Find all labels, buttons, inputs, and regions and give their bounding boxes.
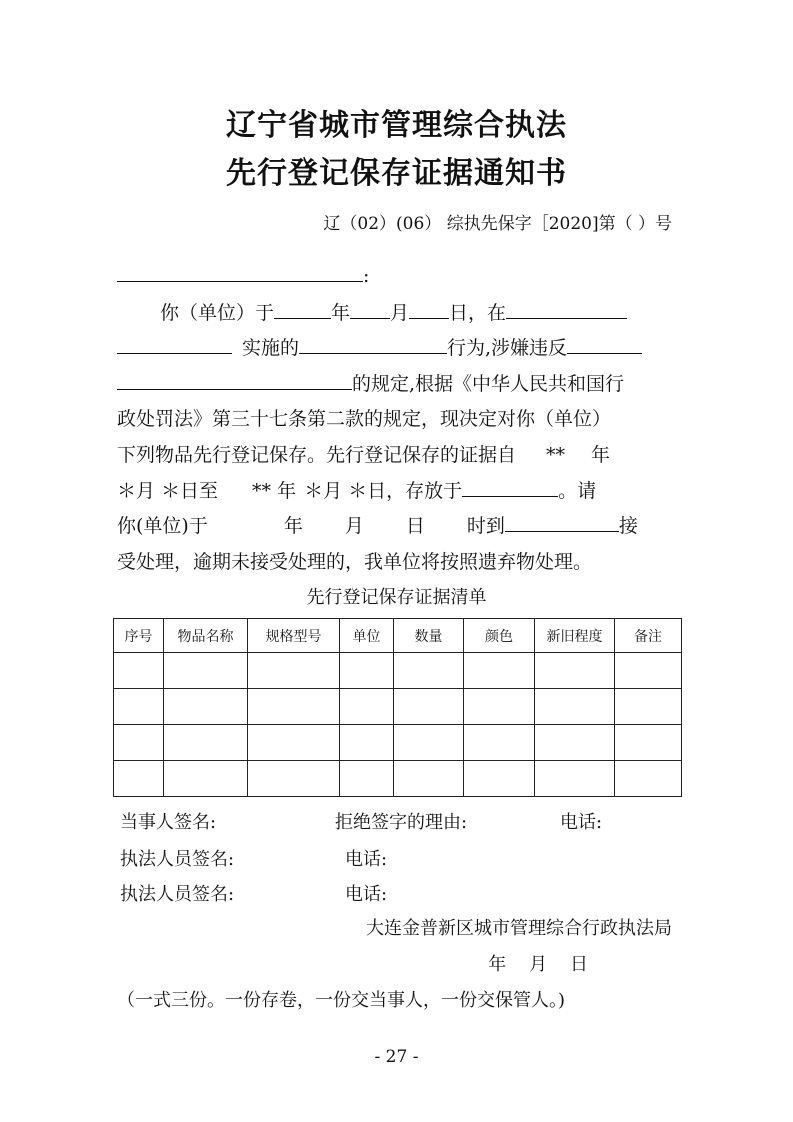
- text: 的规定,根据《中华人民共和国行: [352, 373, 625, 395]
- violation-blank[interactable]: [567, 334, 642, 354]
- location-blank-cont[interactable]: [117, 334, 232, 354]
- body-line-2: [117, 333, 642, 360]
- col-header-item-name: 物品名称: [164, 619, 248, 653]
- table-cell[interactable]: [164, 725, 248, 761]
- list-title: 先行登记保存证据清单: [306, 587, 487, 608]
- table-row: [114, 653, 682, 689]
- text: ＊月: [117, 480, 156, 502]
- col-header-condition: 新旧程度: [535, 619, 615, 653]
- text: ** 年: [252, 480, 297, 502]
- table-row: [114, 689, 682, 725]
- refusal-reason-label: 拒绝签字的理由:: [335, 812, 468, 833]
- table-cell[interactable]: [615, 653, 682, 689]
- party-signature-label: 当事人签名:: [120, 812, 217, 833]
- text: ＊月: [304, 480, 343, 502]
- issue-date: 年 月 日: [488, 954, 588, 975]
- addressee-colon: :: [363, 265, 370, 287]
- table-cell[interactable]: [340, 653, 394, 689]
- copies-note: （一式三份。一份存卷，一份交当事人，一份交保管人。): [117, 990, 566, 1011]
- addressee-blank[interactable]: [117, 262, 363, 282]
- officer1-phone-label: 电话:: [345, 849, 388, 870]
- col-header-color: 颜色: [464, 619, 535, 653]
- officer1-signature-label: 执法人员签名:: [120, 849, 235, 870]
- text: 年: [591, 444, 611, 466]
- table-cell[interactable]: [394, 689, 464, 725]
- table-cell[interactable]: [164, 761, 248, 797]
- addressee-line: [117, 262, 369, 287]
- text: 实施的: [242, 337, 300, 359]
- text: **: [546, 444, 566, 466]
- table-cell[interactable]: [535, 725, 615, 761]
- text: 下列物品先行登记保存。先行登记保存的证据自: [117, 444, 517, 466]
- text: 日: [405, 515, 425, 537]
- table-row: [114, 761, 682, 797]
- table-cell[interactable]: [464, 653, 535, 689]
- table-cell[interactable]: [114, 653, 164, 689]
- issuing-authority: 大连金普新区城市管理综合行政执法局: [366, 918, 672, 939]
- body-line-3: [117, 369, 624, 396]
- day-blank[interactable]: [409, 299, 449, 319]
- col-header-quantity: 数量: [394, 619, 464, 653]
- table-cell[interactable]: [535, 689, 615, 725]
- table-cell[interactable]: [340, 761, 394, 797]
- text: 月: [344, 515, 364, 537]
- regulation-blank[interactable]: [117, 370, 352, 390]
- table-cell[interactable]: [394, 761, 464, 797]
- body-line-6: [117, 476, 596, 503]
- officer2-signature-label: 执法人员签名:: [120, 884, 235, 905]
- table-cell[interactable]: [248, 689, 340, 725]
- month-blank[interactable]: [350, 299, 390, 319]
- text: 年: [331, 302, 351, 324]
- doc-title-line2: 先行登记保存证据通知书: [226, 156, 567, 191]
- text: ＊日至: [161, 480, 219, 502]
- table-cell[interactable]: [248, 653, 340, 689]
- table-cell[interactable]: [248, 725, 340, 761]
- table-cell[interactable]: [615, 725, 682, 761]
- table-row: [114, 725, 682, 761]
- location-blank[interactable]: [506, 299, 627, 319]
- party-phone-label: 电话:: [560, 812, 603, 833]
- table-cell[interactable]: [114, 689, 164, 725]
- table-cell[interactable]: [464, 761, 535, 797]
- table-cell[interactable]: [464, 689, 535, 725]
- table-cell[interactable]: [615, 761, 682, 797]
- year-blank[interactable]: [274, 299, 331, 319]
- text: 年: [283, 515, 303, 537]
- page-number: - 27 -: [374, 1047, 419, 1067]
- body-line-7: [117, 511, 638, 538]
- report-place-blank[interactable]: [505, 512, 619, 532]
- body-line-1: [160, 298, 627, 325]
- text: 你(单位)于: [117, 515, 208, 537]
- table-cell[interactable]: [464, 725, 535, 761]
- doc-title-line1: 辽宁省城市管理综合执法: [226, 108, 567, 143]
- table-cell[interactable]: [164, 653, 248, 689]
- body-line-5: [117, 440, 610, 467]
- text: 时到: [466, 515, 505, 537]
- table-cell[interactable]: [394, 725, 464, 761]
- table-cell[interactable]: [114, 725, 164, 761]
- text: 接: [618, 515, 638, 537]
- text: 日，在: [449, 302, 507, 324]
- officer2-phone-label: 电话:: [345, 884, 388, 905]
- table-cell[interactable]: [164, 689, 248, 725]
- table-cell[interactable]: [114, 761, 164, 797]
- table-cell[interactable]: [615, 689, 682, 725]
- table-cell[interactable]: [248, 761, 340, 797]
- col-header-index: 序号: [114, 619, 164, 653]
- table-cell[interactable]: [340, 689, 394, 725]
- body-line-8: 受处理，逾期未接受处理的，我单位将按照遗弃物处理。: [117, 551, 593, 573]
- text: 你（单位）于: [160, 302, 275, 324]
- evidence-table: [113, 618, 682, 797]
- col-header-spec: 规格型号: [248, 619, 340, 653]
- text: 行为,涉嫌违反: [447, 337, 568, 359]
- table-cell[interactable]: [394, 653, 464, 689]
- storage-place-blank[interactable]: [462, 477, 558, 497]
- col-header-remarks: 备注: [615, 619, 682, 653]
- table-cell[interactable]: [535, 653, 615, 689]
- text: ＊日，存放于: [348, 480, 463, 502]
- doc-number: 辽（02）(06） 综执先保字［2020]第（ ）号: [323, 214, 672, 234]
- text: 月: [390, 302, 410, 324]
- text: 。请: [558, 480, 597, 502]
- body-line-4: 政处罚法》第三十七条第二款的规定，现决定对你（单位）: [117, 408, 612, 430]
- table-cell[interactable]: [340, 725, 394, 761]
- col-header-unit: 单位: [340, 619, 394, 653]
- table-cell[interactable]: [535, 761, 615, 797]
- table-header-row: [114, 619, 682, 653]
- behavior-blank[interactable]: [299, 334, 447, 354]
